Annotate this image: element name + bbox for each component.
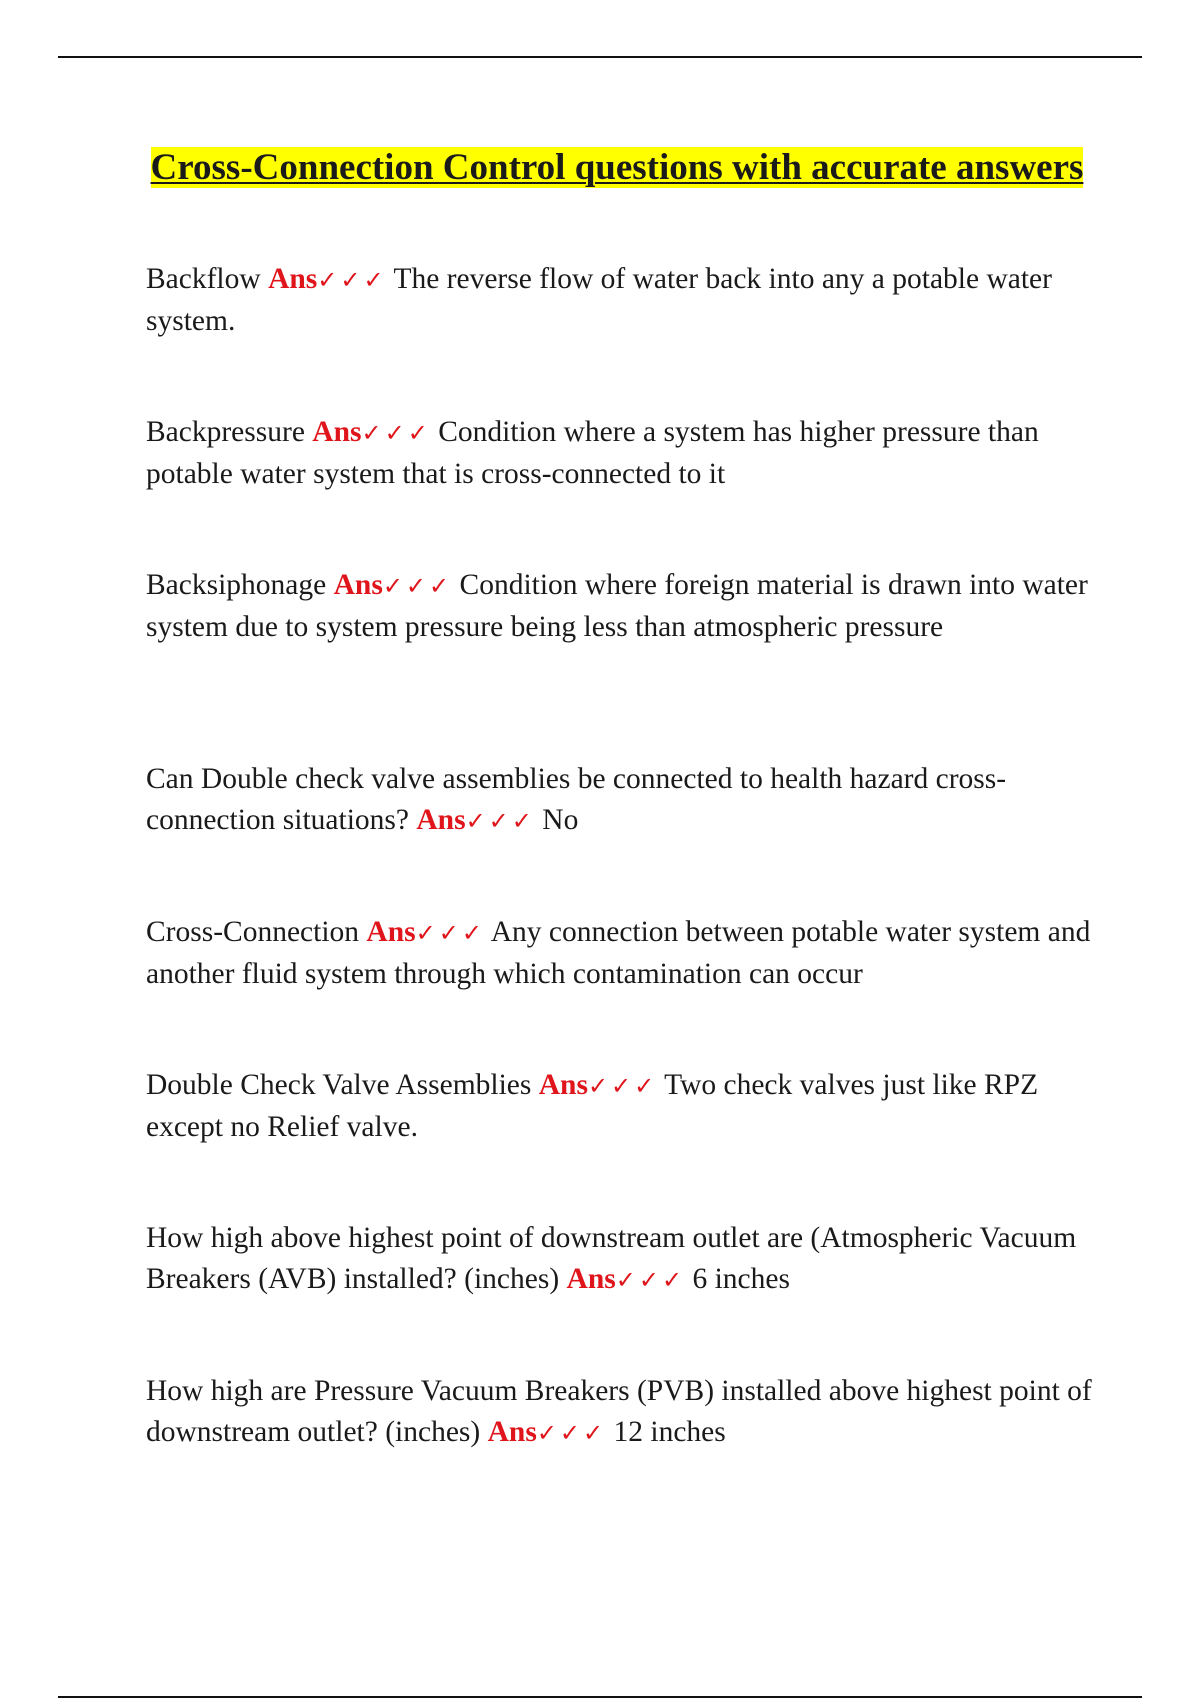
- answer-text: No: [542, 804, 579, 836]
- document-title: [146, 142, 1088, 193]
- question-text: Backpressure: [146, 416, 305, 448]
- header-rule: [58, 56, 1142, 58]
- check-marks-icon: ✓✓✓: [587, 1072, 658, 1100]
- question-text: Double Check Valve Assemblies: [146, 1069, 532, 1101]
- check-marks-icon: ✓✓✓: [536, 1419, 607, 1447]
- qa-entry-avb-height: [146, 1218, 1096, 1301]
- answer-marker: Ans: [538, 1069, 588, 1101]
- check-marks-icon: ✓✓✓: [465, 807, 535, 835]
- check-marks-icon: ✓✓✓: [615, 1266, 686, 1294]
- qa-entry-cross-connection: [146, 912, 1096, 995]
- qa-entry-backflow: [146, 259, 1096, 342]
- answer-marker: Ans: [416, 804, 466, 836]
- answer-text: Two check valves just like RPZ except no Relief valve.: [146, 1069, 1039, 1143]
- answer-text: 12 inches: [613, 1416, 726, 1448]
- answer-marker: Ans: [268, 263, 318, 295]
- answer-text: 6 inches: [692, 1263, 790, 1295]
- qa-entry-backpressure: [146, 412, 1096, 495]
- answer-marker: Ans: [312, 416, 362, 448]
- check-marks-icon: ✓✓✓: [361, 419, 431, 447]
- answer-marker: Ans: [566, 1263, 616, 1295]
- answer-marker: Ans: [366, 916, 416, 948]
- qa-entry-pvb-height: [146, 1371, 1096, 1454]
- question-text: Backflow: [146, 263, 261, 295]
- answer-text: Condition where a system has higher pressure than potable water system that is cross-connected to it: [146, 416, 1039, 490]
- question-text: Cross-Connection: [146, 916, 360, 948]
- answer-text: The reverse flow of water back into any a potable water system.: [146, 263, 1052, 337]
- check-marks-icon: ✓✓✓: [317, 266, 387, 294]
- check-marks-icon: ✓✓✓: [382, 572, 453, 600]
- qa-entry-double-check-health-hazard: [146, 759, 1096, 842]
- check-marks-icon: ✓✓✓: [415, 919, 485, 947]
- answer-marker: Ans: [487, 1416, 537, 1448]
- document-title-text: Cross-Connection Control questions with accurate answers: [150, 147, 1084, 188]
- question-text: Backsiphonage: [146, 569, 327, 601]
- qa-entry-double-check-valve: [146, 1065, 1096, 1148]
- question-text: How high above highest point of downstream outlet are (Atmospheric Vacuum Breakers (AVB) installed? (inches): [146, 1222, 1077, 1295]
- answer-text: Any connection between potable water system and another fluid system through which contamination can occur: [146, 916, 1091, 990]
- qa-entry-backsiphonage: [146, 565, 1096, 648]
- footer-rule: [58, 1696, 1142, 1698]
- answer-text: Condition where foreign material is drawn into water system due to system pressure being less than atmospheric pressure: [146, 569, 1088, 643]
- question-text: Can Double check valve assemblies be connected to health hazard cross-connection situations?: [146, 763, 1007, 836]
- question-text: How high are Pressure Vacuum Breakers (PVB) installed above highest point of downstream outlet? (inches): [146, 1375, 1092, 1448]
- answer-marker: Ans: [333, 569, 383, 601]
